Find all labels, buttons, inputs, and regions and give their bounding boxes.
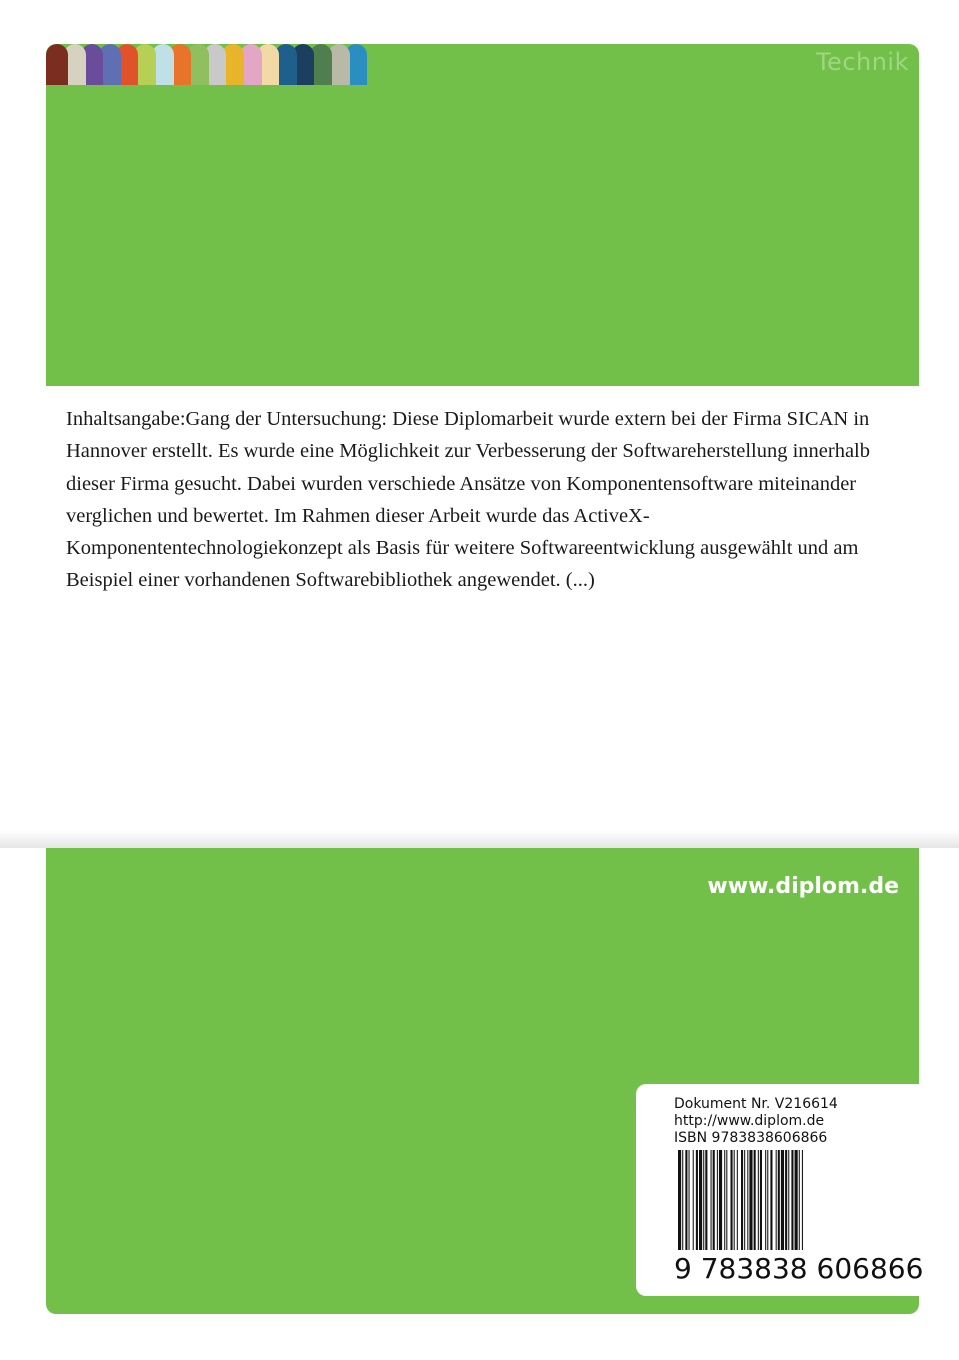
top-cover-panel xyxy=(46,44,919,386)
category-label: Technik xyxy=(815,48,909,76)
color-tab xyxy=(46,44,68,85)
isbn-digits: 9 783838 606866 xyxy=(674,1252,924,1285)
isbn-label: ISBN 9783838606866 xyxy=(674,1130,828,1146)
barcode-image xyxy=(674,1150,904,1252)
barcode-box xyxy=(636,1084,924,1296)
abstract-text: Inhaltsangabe:Gang der Untersuchung: Diese Diplomarbeit wurde extern bei der Firma SICAN in Hannover erstellt. Es wurde eine Möglichkeit zur Verbesserung der Softwareherstellung innerhalb dieser Firma gesucht. Dabei wurden verschiede Ansätze von Komponentensoftware miteinander verglichen und bewertet. Im Rahmen dieser Arbeit wurde das ActiveX- Komponententechnologiekonzept als Basis für weitere Softwareentwicklung ausgewählt und am Beispiel einer vorhandenen Softwarebibliothek angewendet. (...) xyxy=(66,408,870,592)
panel-shadow xyxy=(0,830,959,848)
document-number: Dokument Nr. V216614 xyxy=(674,1096,838,1112)
publisher-website: www.diplom.de xyxy=(707,874,899,899)
bottom-cover-panel xyxy=(46,848,924,1314)
publisher-url: http://www.diplom.de xyxy=(674,1113,825,1129)
color-tabs xyxy=(46,44,386,85)
